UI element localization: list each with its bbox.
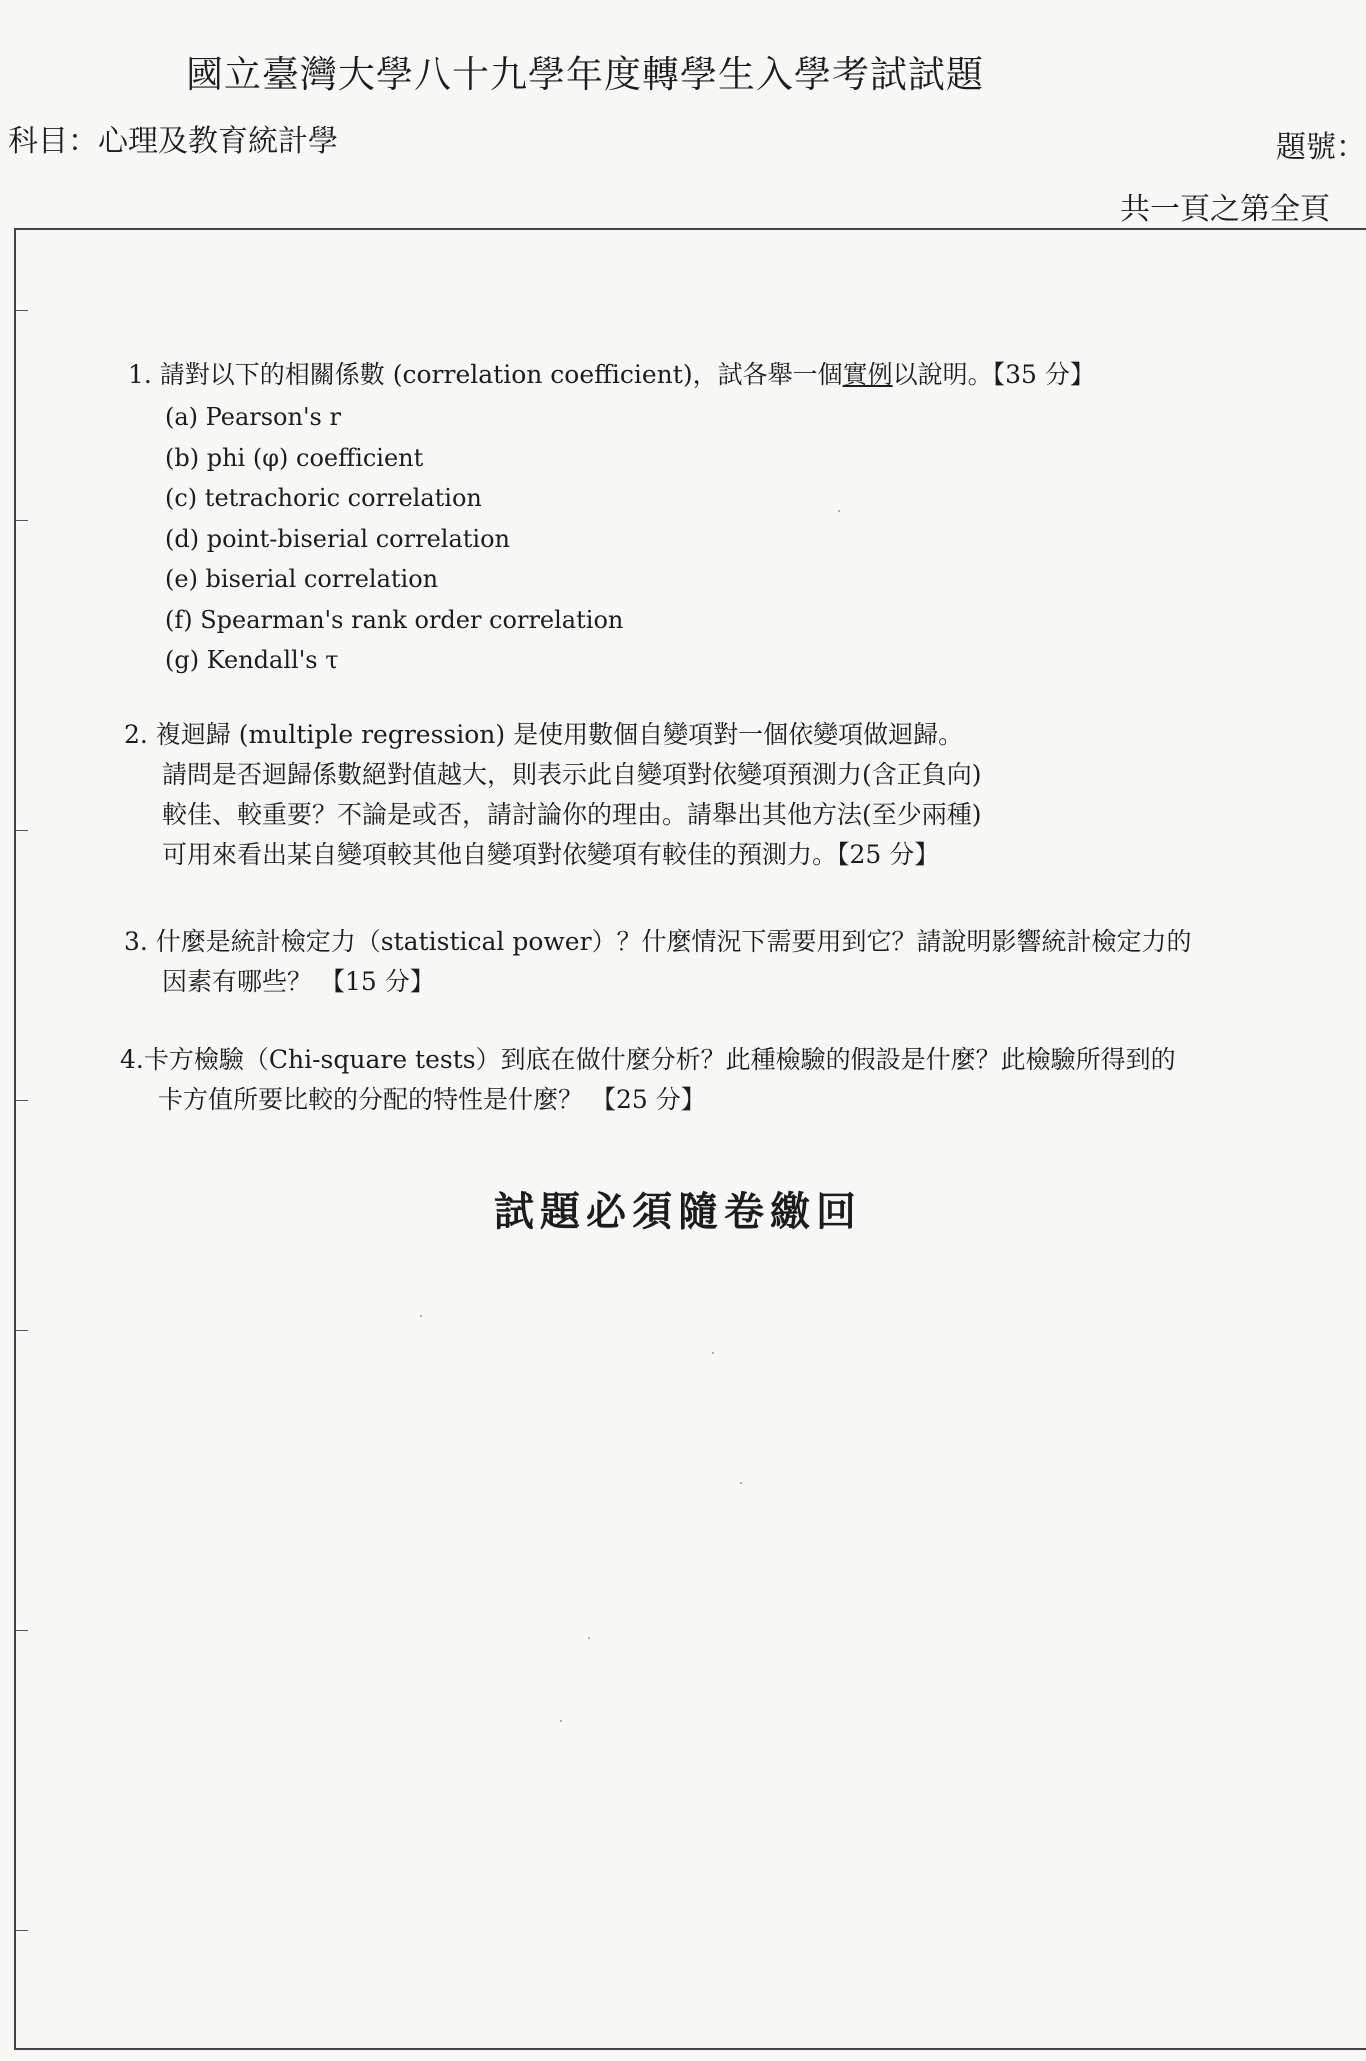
margin-tick (16, 830, 28, 831)
q1-item-g: (g) Kendall's τ (165, 646, 339, 674)
question-4 (120, 1040, 1176, 1120)
question-1-lead: 1. 請對以下的相關係數 (correlation coefficient)，試各舉一個 (128, 360, 843, 389)
question-3 (124, 922, 1192, 1002)
question-4-line: 4.卡方檢驗（Chi-square tests）到底在做什麼分析？此種檢驗的假設是什麼？此檢驗所得到的 (120, 1045, 1176, 1074)
q1-item-b: (b) phi (φ) coefficient (165, 443, 424, 472)
exam-title: 國立臺灣大學八十九學年度轉學生入學考試試題 (186, 53, 984, 96)
question-4-line: 卡方值所要比較的分配的特性是什麼？ 【25 分】 (158, 1085, 706, 1114)
margin-tick (16, 1630, 28, 1631)
q1-item-d: (d) point-biserial correlation (165, 524, 510, 553)
page-info: 共一頁之第全頁 (1120, 192, 1330, 227)
scan-speck (740, 1482, 742, 1484)
return-notice-stamp: 試題必須隨卷繳回 (494, 1188, 862, 1235)
question-1-items (165, 397, 623, 681)
q1-item-a: (a) Pearson's r (165, 403, 341, 431)
scan-speck (838, 510, 840, 512)
scan-speck (420, 1315, 422, 1317)
question-2-line: 較佳、較重要？不論是或否，請討論你的理由。請舉出其他方法(至少兩種) (162, 800, 982, 829)
q1-item-e: (e) biserial correlation (165, 565, 439, 593)
margin-tick (16, 310, 28, 311)
margin-tick (16, 1930, 28, 1931)
margin-tick (16, 1100, 28, 1101)
question-1 (128, 355, 1095, 395)
scan-speck (712, 1352, 714, 1354)
scan-speck (560, 1720, 562, 1722)
question-3-line: 3. 什麼是統計檢定力（statistical power）？什麼情況下需要用到它？請說明影響統計檢定力的 (124, 927, 1192, 956)
margin-tick (16, 520, 28, 521)
question-2 (124, 715, 982, 875)
question-1-underlined: 實例 (842, 360, 893, 389)
question-1-tail: 以說明。【35 分】 (892, 360, 1095, 389)
question-3-line: 因素有哪些？ 【15 分】 (162, 967, 435, 996)
scan-speck (588, 1637, 590, 1639)
subject-label: 科目：心理及教育統計學 (8, 124, 338, 159)
margin-tick (16, 1330, 28, 1331)
question-number-label: 題號： (1276, 130, 1366, 165)
question-2-line: 請問是否迴歸係數絕對值越大，則表示此自變項對依變項預測力(含正負向) (162, 760, 982, 789)
q1-item-c: (c) tetrachoric correlation (165, 484, 482, 512)
question-2-line: 可用來看出某自變項較其他自變項對依變項有較佳的預測力。【25 分】 (162, 840, 940, 869)
question-2-line: 2. 複迴歸 (multiple regression) 是使用數個自變項對一個依變項做迴歸。 (124, 720, 964, 749)
q1-item-f: (f) Spearman's rank order correlation (165, 605, 624, 634)
